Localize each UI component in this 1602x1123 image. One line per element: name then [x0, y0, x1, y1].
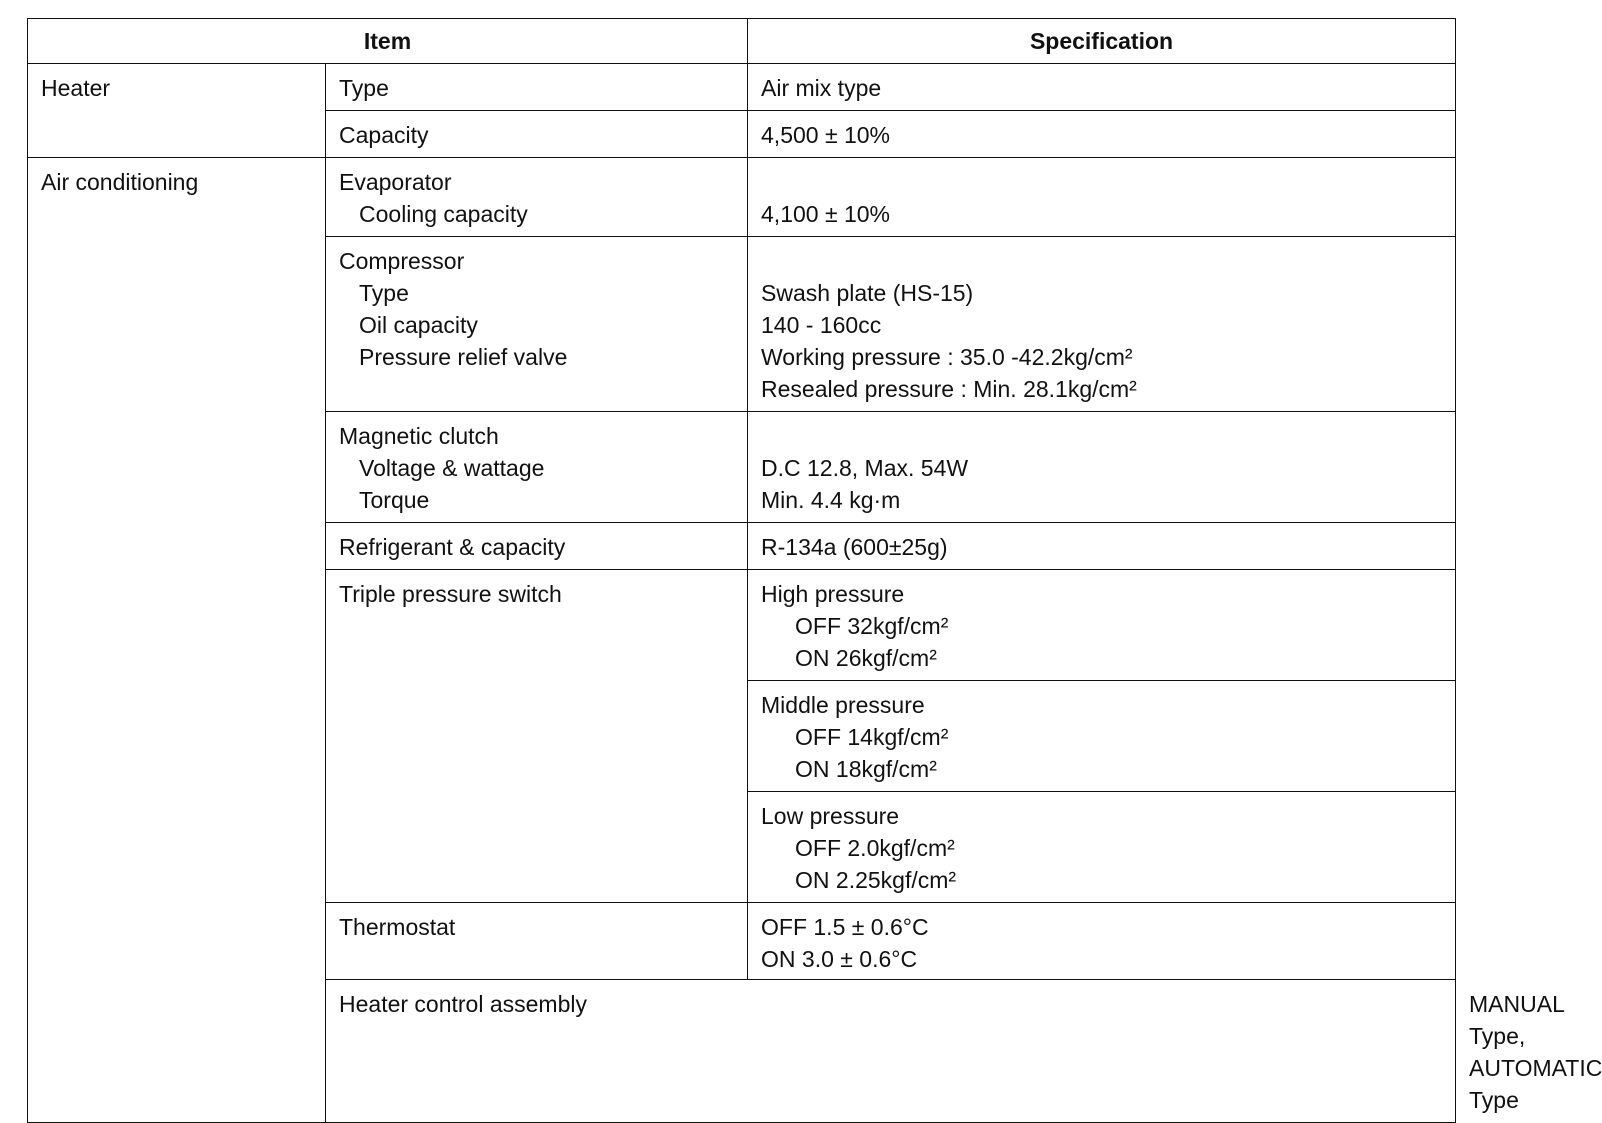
- header-specification: Specification: [748, 19, 1456, 64]
- spec-high-pressure: [748, 570, 1456, 681]
- low-pressure-on: ON 2.25kgf/cm²: [795, 867, 957, 893]
- item-refrigerant: Refrigerant & capacity: [326, 523, 748, 570]
- compressor-oil-value: 140 - 160cc: [761, 312, 882, 338]
- evaporator-cooling-capacity-value: 4,100 ± 10%: [761, 201, 891, 227]
- thermostat-on: ON 3.0 ± 0.6°C: [761, 946, 918, 972]
- compressor-type-label: Type: [359, 280, 409, 306]
- item-evaporator: [326, 158, 748, 237]
- compressor-relief-label: Pressure relief valve: [359, 344, 568, 370]
- spec-compressor: [748, 237, 1456, 412]
- item-thermostat: Thermostat: [326, 903, 748, 980]
- middle-pressure-off: OFF 14kgf/cm²: [795, 724, 949, 750]
- high-pressure-off: OFF 32kgf/cm²: [795, 613, 949, 639]
- middle-pressure-on: ON 18kgf/cm²: [795, 756, 937, 782]
- category-air-conditioning: Air conditioning: [28, 158, 326, 1123]
- high-pressure-title: High pressure: [761, 581, 905, 607]
- evaporator-label: Evaporator: [339, 169, 452, 195]
- spacer: [761, 245, 1442, 277]
- compressor-oil-label: Oil capacity: [359, 312, 478, 338]
- clutch-torque-value: Min. 4.4 kg·m: [761, 487, 901, 513]
- clutch-torque-label: Torque: [359, 487, 430, 513]
- middle-pressure-title: Middle pressure: [761, 692, 925, 718]
- low-pressure-off: OFF 2.0kgf/cm²: [795, 835, 955, 861]
- spec-low-pressure: [748, 792, 1456, 903]
- spec-evaporator: [748, 158, 1456, 237]
- spec-heater-type: Air mix type: [748, 64, 1456, 111]
- compressor-working-pressure-value: Working pressure : 35.0 -42.2kg/cm²: [761, 344, 1133, 370]
- clutch-voltage-label: Voltage & wattage: [359, 455, 545, 481]
- compressor-resealed-pressure-value: Resealed pressure : Min. 28.1kg/cm²: [761, 376, 1137, 402]
- spec-middle-pressure: [748, 681, 1456, 792]
- spacer: [761, 420, 1442, 452]
- high-pressure-on: ON 26kgf/cm²: [795, 645, 937, 671]
- item-compressor: [326, 237, 748, 412]
- item-magnetic-clutch: [326, 412, 748, 523]
- category-heater: Heater: [28, 64, 326, 158]
- item-heater-capacity: Capacity: [326, 111, 748, 158]
- clutch-voltage-value: D.C 12.8, Max. 54W: [761, 455, 969, 481]
- table-row: Heater control assembly MANUAL Type, AUTOMATIC Type: [28, 980, 1456, 1123]
- spacer: [761, 166, 1442, 198]
- table-row: [28, 158, 1456, 237]
- item-triple-pressure-switch: Triple pressure switch: [326, 570, 748, 903]
- evaporator-cooling-capacity-label: Cooling capacity: [359, 201, 528, 227]
- item-heater-control-assembly: Heater control assembly: [326, 980, 1456, 1123]
- item-heater-type: Type: [326, 64, 748, 111]
- table-row: [28, 64, 1456, 111]
- header-item: Item: [28, 19, 748, 64]
- spec-magnetic-clutch: [748, 412, 1456, 523]
- header-row: [28, 19, 1456, 64]
- specification-table: [27, 18, 1602, 1123]
- compressor-label: Compressor: [339, 248, 465, 274]
- clutch-label: Magnetic clutch: [339, 423, 499, 449]
- thermostat-off: OFF 1.5 ± 0.6°C: [761, 914, 929, 940]
- spec-heater-capacity: 4,500 ± 10%: [748, 111, 1456, 158]
- low-pressure-title: Low pressure: [761, 803, 900, 829]
- spec-thermostat: [748, 903, 1456, 980]
- compressor-type-value: Swash plate (HS-15): [761, 280, 974, 306]
- spec-refrigerant: R-134a (600±25g): [748, 523, 1456, 570]
